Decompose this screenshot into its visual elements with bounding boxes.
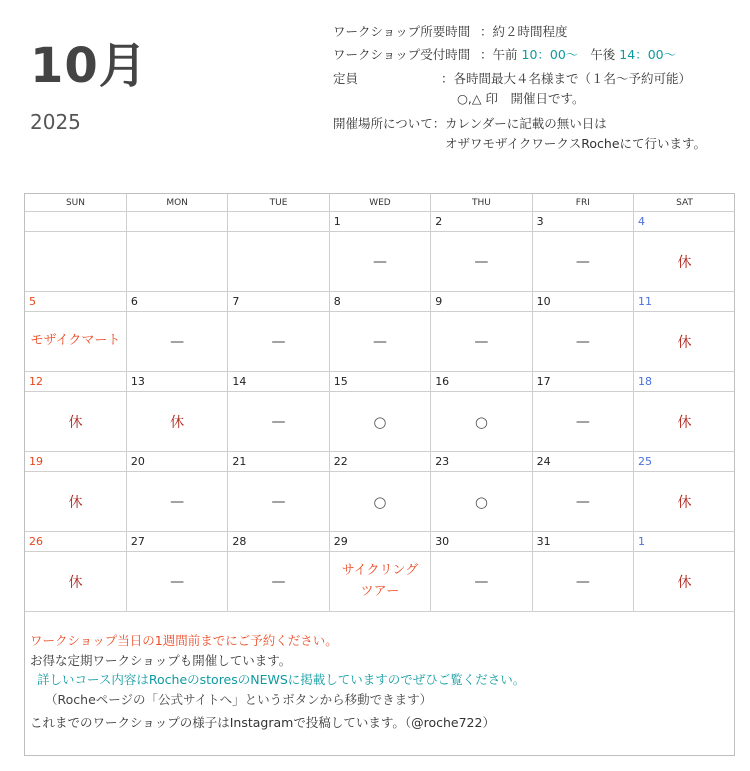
note-reservation: ワークショップ当日の1週間前までにご予約ください。 (30, 633, 338, 648)
note-regular-workshop: お得な定期ワークショップも開催しています。 (30, 652, 292, 668)
day-number: 13 (126, 372, 227, 392)
day-number: 8 (329, 292, 430, 312)
day-number: 29 (329, 532, 430, 552)
day-number: 2 (431, 212, 532, 232)
no-workshop-mark: — (532, 392, 633, 452)
weekday-fri: FRI (532, 194, 633, 212)
workshop-open-mark: ○ (329, 472, 430, 532)
day-number: 4 (634, 212, 735, 232)
no-workshop-mark: — (228, 312, 329, 372)
closed-mark: 休 (634, 392, 735, 452)
entry-row (25, 552, 735, 612)
workshop-open-mark: ○ (431, 472, 532, 532)
event-label: サイクリング ツアー (329, 552, 430, 612)
no-workshop-mark: — (329, 232, 430, 292)
day-number (126, 212, 227, 232)
entry-row (25, 232, 735, 292)
calendar (24, 193, 735, 756)
day-number: 25 (634, 452, 735, 472)
day-number: 21 (228, 452, 329, 472)
day-number: 23 (431, 452, 532, 472)
capacity-note: ○,△ 印 開催日です。 (457, 91, 585, 106)
no-workshop-mark: — (431, 312, 532, 372)
closed-mark: 休 (25, 472, 126, 532)
no-workshop-mark: — (532, 232, 633, 292)
day-number: 7 (228, 292, 329, 312)
reception-pm-time: 14：00〜 (619, 47, 677, 62)
closed-mark: 休 (634, 312, 735, 372)
no-workshop-mark: — (532, 472, 633, 532)
event-label: モザイクマート (25, 312, 126, 372)
day-number: 26 (25, 532, 126, 552)
day-number: 10 (532, 292, 633, 312)
day-number: 9 (431, 292, 532, 312)
day-number: 20 (126, 452, 227, 472)
location-value: カレンダーに記載の無い日は (445, 116, 607, 131)
no-workshop-mark: — (431, 552, 532, 612)
note-official-site: （Rocheページの「公式サイトへ」というボタンから移動できます） (45, 691, 433, 707)
day-number: 14 (228, 372, 329, 392)
no-workshop-mark: — (228, 392, 329, 452)
note-course-details: 詳しいコース内容はRocheのstoresのNEWSに掲載していますのでぜひご覧ください。 (37, 672, 526, 687)
day-number: 19 (25, 452, 126, 472)
duration-label: ワークショップ所要時間 (333, 24, 471, 39)
note-instagram: これまでのワークショップの様子はInstagramで投稿しています。（@roche722） (30, 715, 495, 730)
workshop-open-mark: ○ (329, 392, 430, 452)
month-title: 10月 (30, 38, 148, 94)
closed-mark: 休 (126, 392, 227, 452)
day-entry (228, 232, 329, 292)
closed-mark: 休 (634, 232, 735, 292)
day-number: 5 (25, 292, 126, 312)
day-number: 15 (329, 372, 430, 392)
day-number: 28 (228, 532, 329, 552)
no-workshop-mark: — (532, 312, 633, 372)
day-number: 3 (532, 212, 633, 232)
weekday-sun: SUN (25, 194, 126, 212)
capacity-value: ：各時間最大４名様まで（１名〜予約可能） (441, 71, 692, 86)
closed-mark: 休 (25, 392, 126, 452)
day-number: 27 (126, 532, 227, 552)
entry-row (25, 312, 735, 372)
reception-am-prefix: ：午前 (480, 47, 518, 62)
reception-label: ワークショップ受付時間 (333, 47, 471, 62)
day-entry (126, 232, 227, 292)
weekday-header (25, 194, 735, 212)
location-label: 開催場所について： (333, 116, 446, 131)
calendar-grid (25, 194, 735, 612)
entry-row (25, 392, 735, 452)
workshop-open-mark: ○ (431, 392, 532, 452)
day-number: 16 (431, 372, 532, 392)
no-workshop-mark: — (126, 312, 227, 372)
no-workshop-mark: — (126, 552, 227, 612)
closed-mark: 休 (634, 472, 735, 532)
notes (30, 631, 525, 733)
day-number: 1 (634, 532, 735, 552)
no-workshop-mark: — (329, 312, 430, 372)
reception-pm-prefix: 午後 (590, 47, 616, 62)
no-workshop-mark: — (126, 472, 227, 532)
day-number: 31 (532, 532, 633, 552)
date-row (25, 292, 735, 312)
day-number: 24 (532, 452, 633, 472)
reception-am-time: 10：00〜 (521, 47, 579, 62)
day-number: 11 (634, 292, 735, 312)
weekday-tue: TUE (228, 194, 329, 212)
day-number: 22 (329, 452, 430, 472)
year-label: 2025 (30, 110, 81, 134)
location-value-2: オザワモザイクワークスRocheにて行います。 (445, 136, 707, 151)
capacity-label: 定員 (333, 71, 359, 86)
no-workshop-mark: — (431, 232, 532, 292)
date-row (25, 452, 735, 472)
day-number (25, 212, 126, 232)
day-number: 12 (25, 372, 126, 392)
weekday-thu: THU (431, 194, 532, 212)
no-workshop-mark: — (228, 552, 329, 612)
day-number: 1 (329, 212, 430, 232)
reception-value (480, 45, 676, 63)
no-workshop-mark: — (228, 472, 329, 532)
day-number: 6 (126, 292, 227, 312)
date-row (25, 372, 735, 392)
closed-mark: 休 (25, 552, 126, 612)
no-workshop-mark: — (532, 552, 633, 612)
day-number: 18 (634, 372, 735, 392)
duration-value: ：約２時間程度 (480, 24, 568, 39)
weekday-mon: MON (126, 194, 227, 212)
closed-mark: 休 (634, 552, 735, 612)
weekday-wed: WED (329, 194, 430, 212)
date-row (25, 532, 735, 552)
entry-row (25, 472, 735, 532)
weekday-sat: SAT (634, 194, 735, 212)
day-number: 17 (532, 372, 633, 392)
date-row (25, 212, 735, 232)
day-number: 30 (431, 532, 532, 552)
day-number (228, 212, 329, 232)
day-entry (25, 232, 126, 292)
